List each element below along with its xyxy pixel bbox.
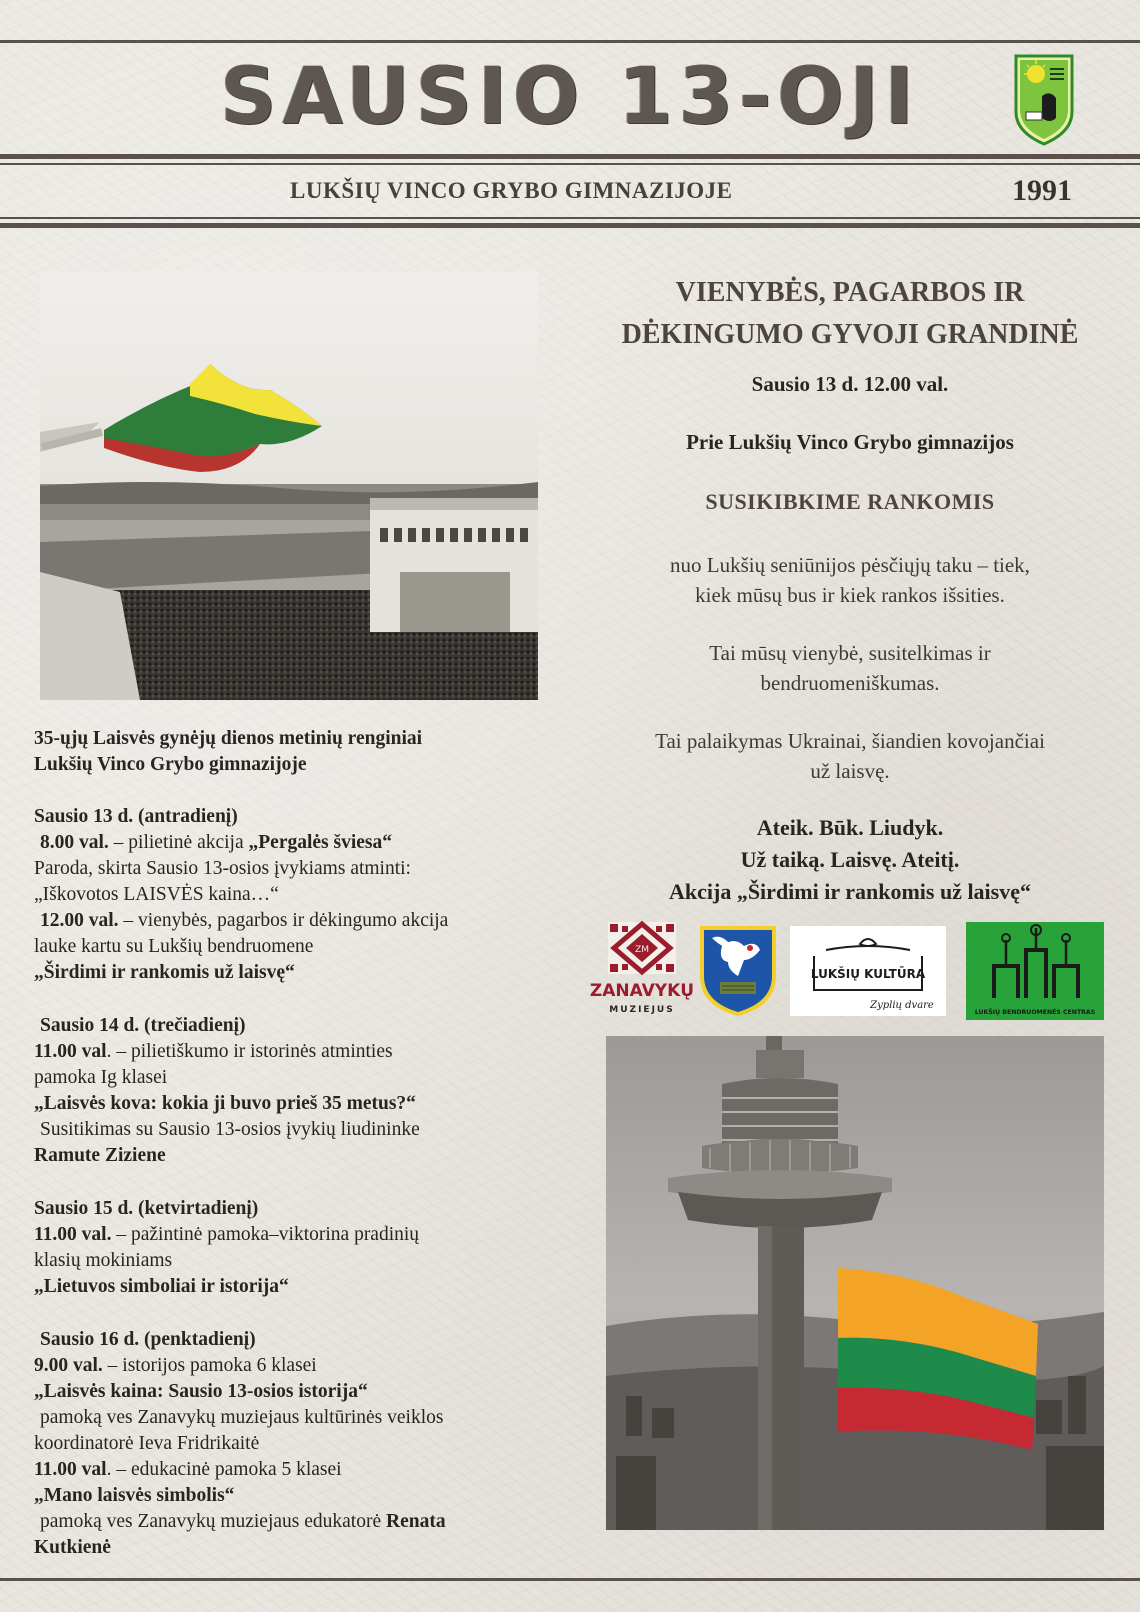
schedule-time: 9.00 val. (34, 1355, 103, 1376)
year-label: 1991 (1012, 174, 1072, 207)
schedule-text: lauke kartu su Lukšių bendruomene (34, 936, 314, 957)
schedule-day-title: Sausio 14 d. (trečiadienį) (40, 1015, 246, 1036)
schedule-time: 11.00 val (34, 1459, 107, 1480)
schedule-day-title: Sausio 16 d. (penktadienį) (40, 1329, 256, 1350)
schedule-item (34, 1509, 594, 1535)
schedule-time: 8.00 val. (40, 832, 109, 853)
event-paragraph-ukraine (580, 726, 1120, 786)
schedule-event-title: „Mano laisvės simbolis“ (34, 1485, 235, 1506)
page-subtitle: LUKŠIŲ VINCO GRYBO GIMNAZIJOJE (290, 178, 733, 203)
event-heading (575, 272, 1125, 356)
museum-mark: ZM (635, 945, 649, 955)
schedule-text: koordinatorė Ieva Fridrikaitė (34, 1433, 260, 1454)
header-rule-lower (0, 217, 1140, 219)
paragraph-line: Tai mūsų vienybė, susitelkimas ir (709, 641, 991, 665)
schedule-event-title: „Laisvės kova: kokia ji buvo prieš 35 metus?“ (34, 1093, 416, 1114)
schedule-text: pamoką ves Zanavykų muziejaus edukatorė (40, 1511, 387, 1532)
schedule-text: – vienybės, pagarbos ir dėkingumo akcija (118, 910, 449, 931)
schedule-item (34, 1353, 594, 1379)
event-paragraph-unity (580, 638, 1120, 698)
schedule-text: . – pilietiškumo ir istorinės atminties (106, 1041, 393, 1062)
paragraph-line: Tai palaikymas Ukrainai, šiandien kovojančiai (655, 729, 1045, 753)
paragraph-line: už laisvę. (810, 759, 890, 783)
schedule-time: 12.00 val. (40, 910, 119, 931)
schedule-text: klasių mokiniams (34, 1250, 173, 1271)
luksiu-kultura-logo (790, 920, 946, 1020)
schedule-text: „Iškovotos LAISVĖS kaina…“ (34, 884, 279, 905)
schedule-text: pamoką ves Zanavykų muziejaus kultūrinės veiklos (40, 1407, 444, 1428)
event-schedule (34, 726, 594, 1588)
schedule-item (34, 1039, 594, 1065)
schedule-intro (34, 726, 594, 778)
event-heading-line1: VIENYBĖS, PAGARBOS IR (675, 277, 1025, 308)
schedule-intro-line: 35-ųjų Laisvės gynėjų dienos metinių renginiai (34, 728, 423, 749)
schedule-time: 11.00 val. (34, 1224, 112, 1245)
schedule-text: . – edukacinė pamoka 5 klasei (106, 1459, 342, 1480)
sakiai-coat-of-arms-logo (698, 920, 778, 1020)
event-time: Sausio 13 d. 12.00 val. (751, 372, 949, 396)
schedule-day-15 (34, 1196, 594, 1300)
schedule-event-title: „Širdimi ir rankomis už laisvę“ (34, 962, 295, 983)
event-paragraph-route (580, 550, 1120, 610)
header-rule-upper-thin (0, 163, 1140, 165)
schedule-day-13 (34, 804, 594, 986)
slogan-line: Ateik. Būk. Liudyk. (756, 815, 944, 840)
schedule-day-title: Sausio 15 d. (ketvirtadienį) (34, 1198, 259, 1219)
schedule-event-title: „Laisvės kaina: Sausio 13-osios istorija“ (34, 1381, 368, 1402)
historic-photo-parliament-crowd (40, 272, 538, 700)
schedule-text: pamoka Ig klasei (34, 1067, 168, 1088)
community-center-logo (966, 920, 1104, 1020)
museum-name: ZANAVYKŲ (589, 981, 695, 1001)
school-crest-logo (1012, 52, 1076, 148)
schedule-day-14 (34, 1013, 594, 1169)
event-heading-line2: DĖKINGUMO GYVOJI GRANDINĖ (621, 319, 1079, 350)
schedule-day-title: Sausio 13 d. (antradienį) (34, 806, 238, 827)
page-title: SAUSIO 13-OJI (220, 52, 920, 142)
culture-sub: Zyplių dvare (870, 1000, 934, 1011)
top-rule (0, 40, 1140, 43)
schedule-item (34, 908, 594, 934)
culture-name: LUKŠIŲ KULTŪRA (810, 967, 926, 981)
schedule-day-16 (34, 1327, 594, 1561)
schedule-item (34, 830, 594, 856)
museum-sub: MUZIEJUS (609, 1005, 675, 1015)
schedule-text: Paroda, skirta Sausio 13-osios įvykiams atminti: (34, 858, 411, 879)
schedule-intro-line: Lukšių Vinco Grybo gimnazijoje (34, 754, 307, 775)
schedule-text: – pilietinė akcija (108, 832, 249, 853)
event-call: SUSIKIBKIME RANKOMIS (705, 489, 995, 514)
tv-tower-flag-photo (606, 1036, 1104, 1530)
schedule-event-title: „Lietuvos simboliai ir istorija“ (34, 1276, 289, 1297)
zanavykai-museum-logo (589, 920, 695, 1020)
schedule-event-title: „Pergalės šviesa“ (248, 832, 393, 853)
schedule-text: – pažintinė pamoka–viktorina pradinių (111, 1224, 420, 1245)
slogan-line: Už taiką. Laisvę. Ateitį. (740, 847, 960, 872)
schedule-educator-name: Renata (386, 1511, 446, 1532)
schedule-educator-name: Kutkienė (34, 1537, 111, 1558)
paragraph-line: bendruomeniškumas. (760, 671, 940, 695)
schedule-text: Susitikimas su Sausio 13-osios įvykių liudininke (40, 1119, 420, 1140)
schedule-item (34, 1222, 594, 1248)
community-name: LUKŠIŲ BENDRUOMENĖS CENTRAS (974, 1009, 1096, 1016)
header-rule-lower-thick (0, 223, 1140, 228)
paragraph-line: nuo Lukšių seniūnijos pėsčiųjų taku – tiek, (670, 553, 1030, 577)
schedule-witness-name: Ramute Ziziene (34, 1145, 166, 1166)
schedule-item (34, 1457, 594, 1483)
slogans (580, 812, 1120, 908)
slogan-line: Akcija „Širdimi ir rankomis už laisvę“ (669, 879, 1031, 904)
paragraph-line: kiek mūsų bus ir kiek rankos išsities. (695, 583, 1005, 607)
schedule-text: – istorijos pamoka 6 klasei (102, 1355, 317, 1376)
header-rule-upper (0, 154, 1140, 159)
schedule-time: 11.00 val (34, 1041, 107, 1062)
event-place: Prie Lukšių Vinco Grybo gimnazijos (686, 430, 1014, 454)
